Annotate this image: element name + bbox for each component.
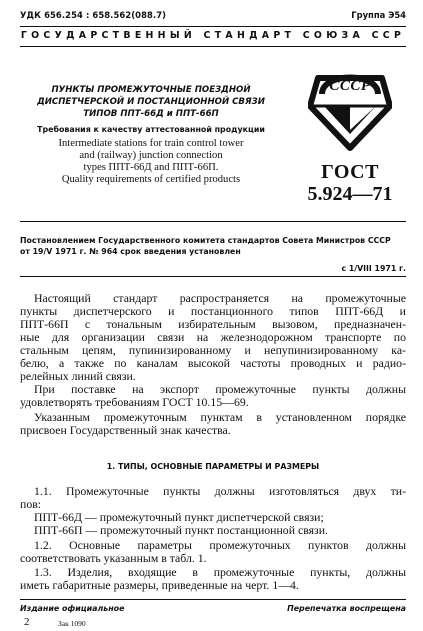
title-line-2: ДИСПЕТЧЕРСКОЙ И ПОСТАНЦИОННОЙ СВЯЗИ [37,97,265,107]
title-subtitle: Требования к качеству аттестованной продукции [37,125,265,134]
text-line: стальным цепям, пупинизированному и непупинизированному ка- [20,343,406,357]
udk-code: УДК 656.254 : 658.562(088.7) [20,10,167,20]
footer-rule [20,599,406,600]
page-number: 2 [24,616,30,628]
text-line: удовлетворять требованиям ГОСТ 10.15—69. [20,395,249,409]
english-title-line-2: and (railway) junction connection [79,150,223,161]
clause-1-2 [20,539,406,565]
text-line: ные для организации связи на железнодорожном транспорте по [20,330,406,344]
text-line: иметь габаритные размеры, приведенные на черт. 1—4. [20,578,299,592]
title-line-1: ПУНКТЫ ПРОМЕЖУТОЧНЫЕ ПОЕЗДНОЙ [51,85,251,95]
list-item: ППТ-66П — промежуточный пункт постанционной связи. [34,523,328,537]
header-rule-bottom [20,46,406,47]
standard-banner: ГОСУДАРСТВЕННЫЙ СТАНДАРТ СОЮЗА ССР [20,30,406,41]
text-line: ППТ-66П с тональным избирательным вызовом, предназначен- [20,317,406,331]
clause-1-1 [20,485,406,537]
title-rule [20,221,406,222]
footer-official-edition: Издание официальное [20,604,125,613]
text-line: релейных линий связи. [20,369,136,383]
footer-reprint-prohibited: Перепечатка воспрещена [287,604,406,613]
decree-line-2: от 19/V 1971 г. № 964 срок введения установлен [20,247,241,256]
english-title-line-3: types ППТ-66Д and ППТ-66П. [83,162,219,173]
text-line: белю, а также по каналам высокой частоты проводных и радио- [20,356,406,370]
gost-number: 5.924—71 [307,183,393,205]
group-code: Группа Э54 [351,10,406,20]
text-line: пункты диспетчерского и постанционного типов ППТ-66Д и [20,304,406,318]
text-line: присвоен Государственный знак качества. [20,423,231,437]
text-line: соответствовать указанным в табл. 1. [20,551,207,565]
export-paragraph [20,383,406,409]
emblem-text: СССР [329,78,371,94]
list-item: ППТ-66Д — промежуточный пункт диспетчерской связи; [34,510,324,524]
english-title-line-1: Intermediate stations for train control tower [58,138,244,149]
text-line: 1.1. Промежуточные пункты должны изготовляться двух ти- [34,484,406,498]
gost-label: ГОСТ [321,161,379,183]
header-rule-top [20,26,406,27]
decree-line-1: Постановлением Государственного комитета стандартов Совета Министров СССР [20,236,391,245]
text-line: Настоящий стандарт распространяется на промежуточные [34,291,406,305]
text-line: При поставке на экспорт промежуточные пункты должны [34,382,406,396]
text-line: 1.2. Основные параметры промежуточных пунктов должны [34,538,406,552]
quality-mark-paragraph [20,411,406,437]
english-title-line-4: Quality requirements of certified products [61,174,241,185]
text-line: пов: [20,497,42,511]
text-line: 1.3. Изделия, входящие в промежуточные пункты, должны [34,565,406,579]
clause-1-3 [20,566,406,592]
intro-paragraph [20,292,406,383]
quality-mark-icon [308,60,392,152]
order-number: Зак 1090 [58,619,86,628]
quality-mark-emblem [308,60,392,152]
title-line-3: ТИПОВ ППТ-66Д и ППТ-66П [83,109,219,119]
section-1-heading: 1. ТИПЫ, ОСНОВНЫЕ ПАРАМЕТРЫ И РАЗМЕРЫ [106,462,320,471]
effective-date: с 1/VIII 1971 г. [341,264,406,273]
text-line: Указанным промежуточным пунктам в установленном порядке [34,410,406,424]
decree-rule [20,276,406,277]
